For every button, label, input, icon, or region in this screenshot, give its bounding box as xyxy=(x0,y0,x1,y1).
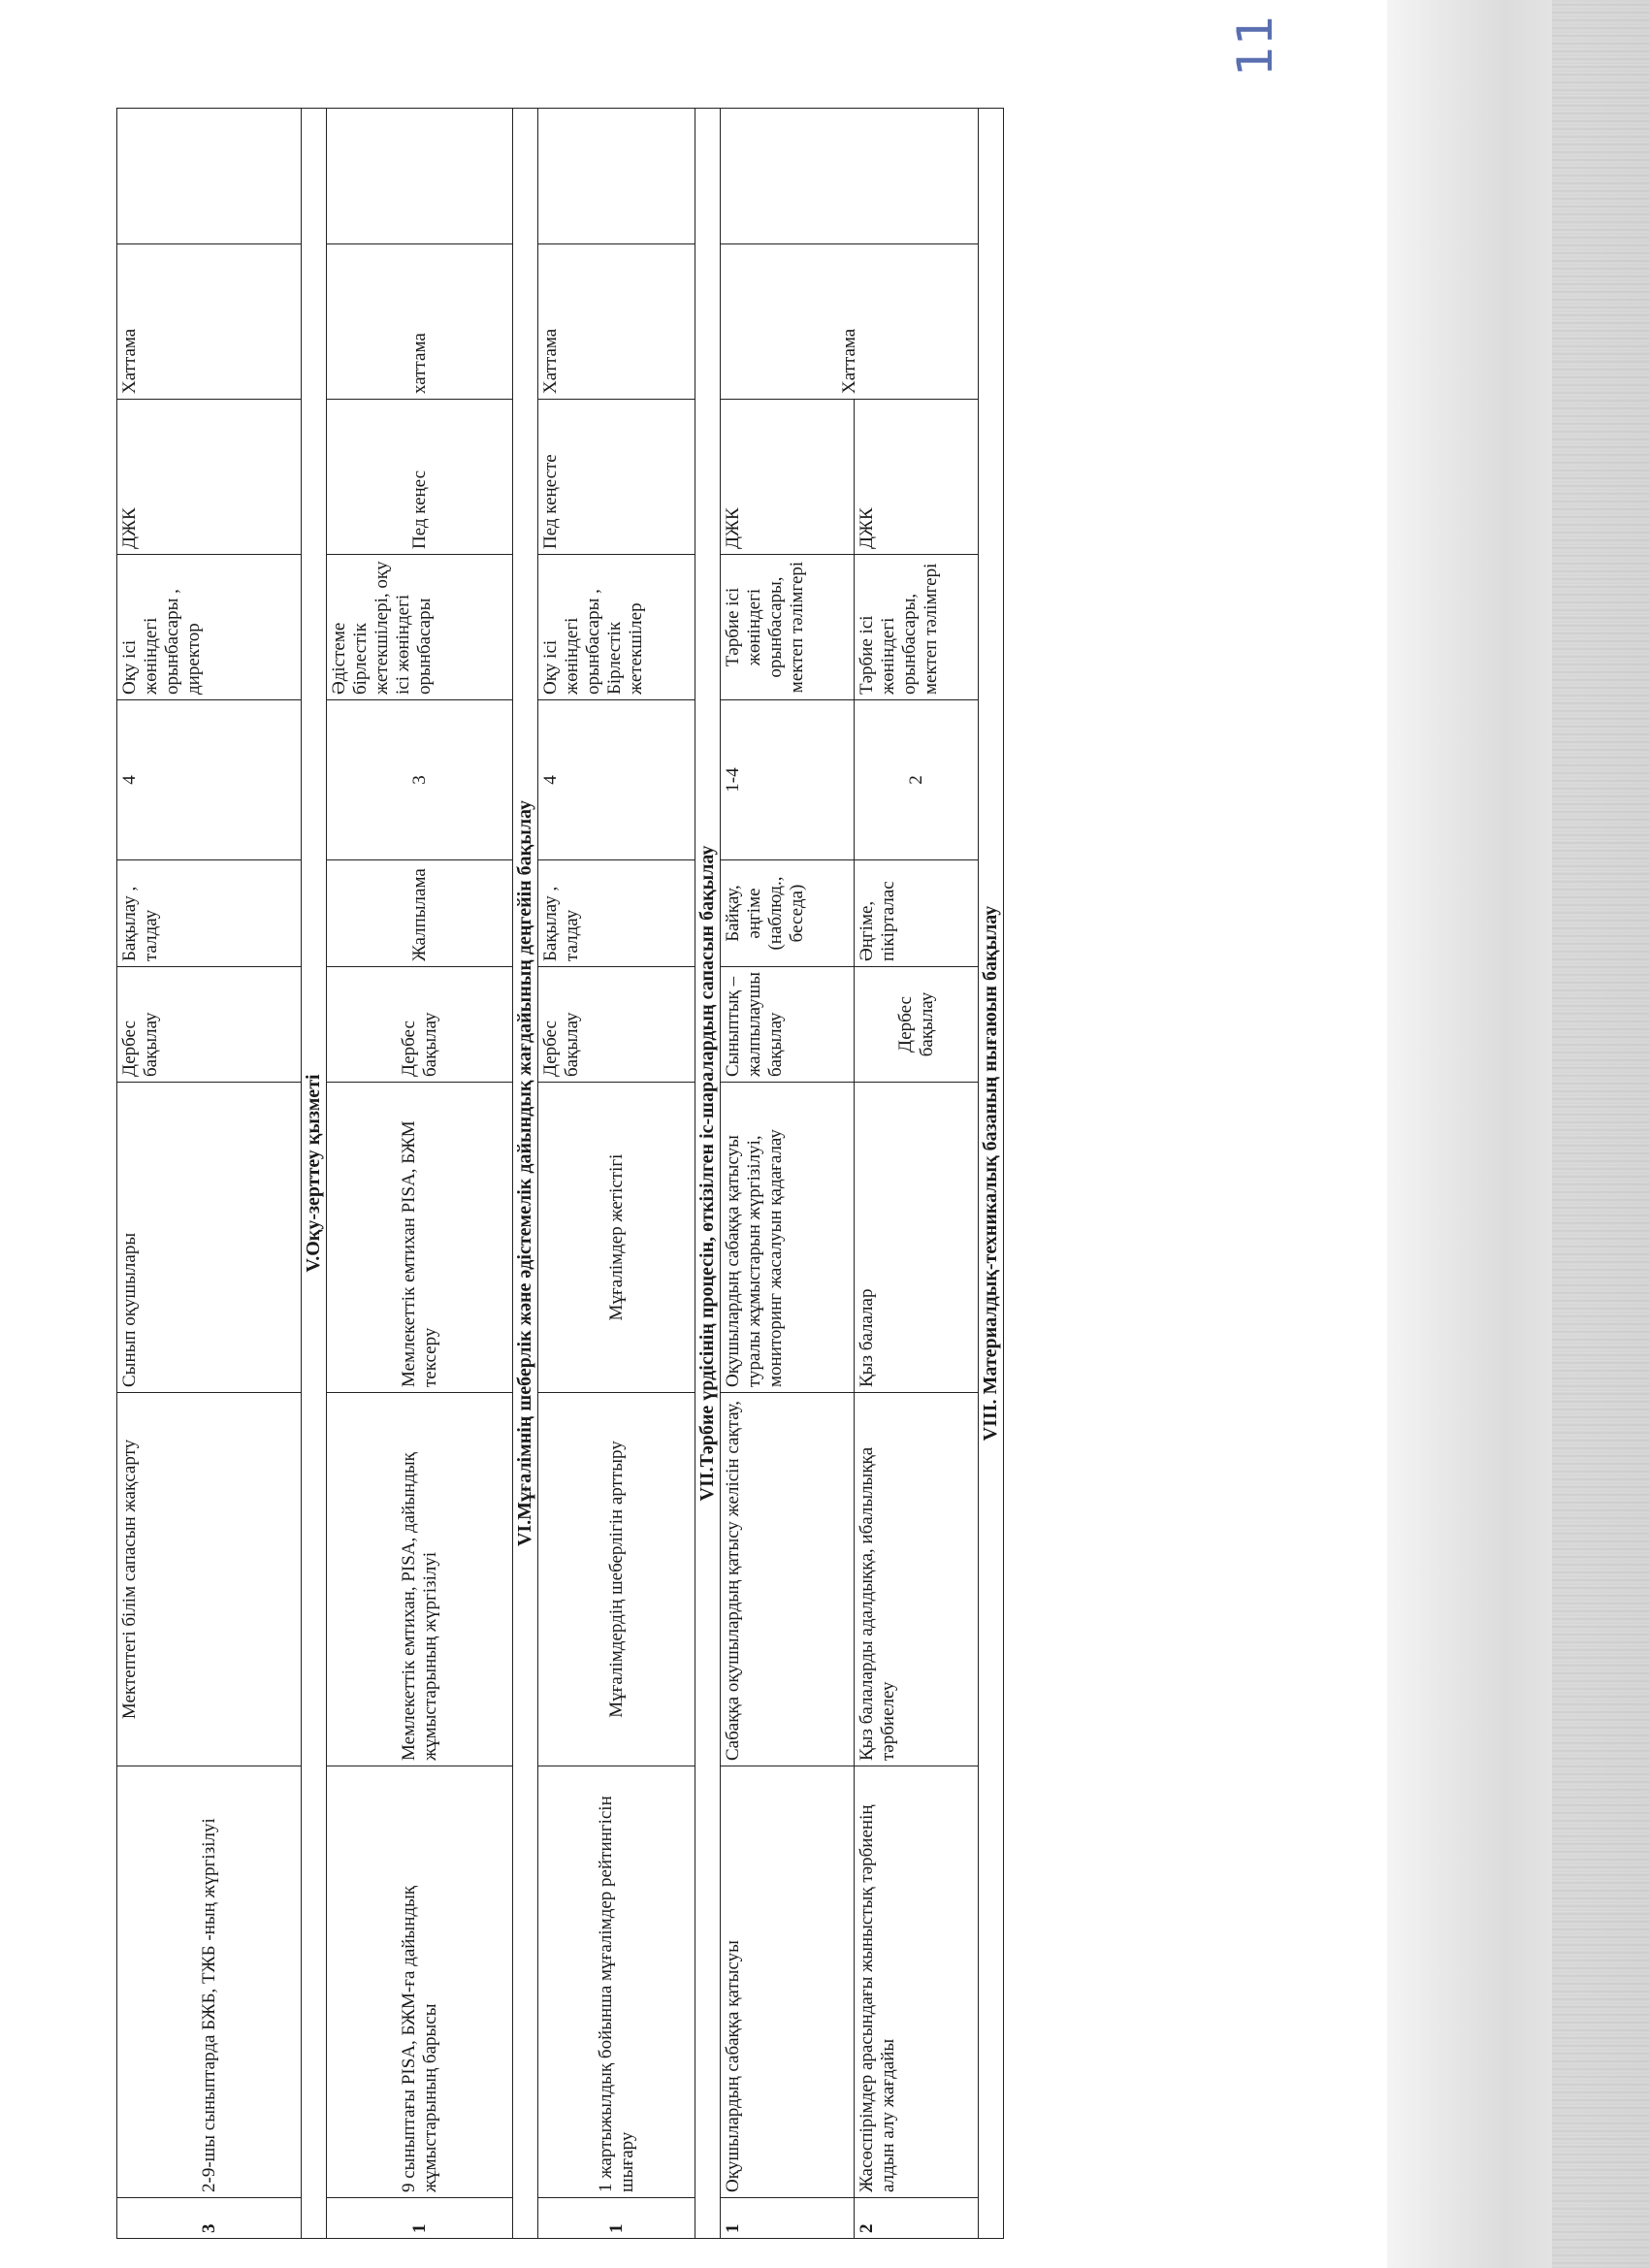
row-number: 1 xyxy=(327,2198,513,2239)
control-goal-cell: Мектептегі білім сапасын жақсарту xyxy=(117,1393,302,1766)
empty-cell xyxy=(538,109,695,244)
empty-cell xyxy=(117,109,302,244)
responsible-cell: Тәрбие ісі жөніндегі орынбасары, мектеп тәлімгері xyxy=(855,555,979,700)
control-type-cell: Дербес бақылау xyxy=(327,967,513,1083)
result-cell: Хаттама xyxy=(721,244,979,400)
control-type-cell: Дербес бақылау xyxy=(117,967,302,1083)
review-place-cell: ДЖК xyxy=(855,400,979,555)
section-title: V.Оқу-зерттеу қызметі xyxy=(302,109,327,2239)
control-method-cell: Әңгіме, пікірталас xyxy=(855,860,979,967)
table-row xyxy=(538,109,695,2239)
control-method-cell: Бақылау , талдау xyxy=(117,860,302,967)
control-goal-cell: Қыз балаларды адалдыққа, ибалылыққа тәрбиелеу xyxy=(855,1393,979,1766)
section-title: VI.Мұғалімнің шеберлік және әдістемелік дайындық жағдайының деңгейін бақылау xyxy=(513,109,538,2239)
control-subject-cell: Мемлекеттік емтихан PISA, БЖМ тексеру xyxy=(327,1083,513,1393)
review-place-cell: ДЖК xyxy=(721,400,855,555)
control-goal-cell: Мемлекеттік емтихан, PISA, дайындық жұмыстарының жүргізілуі xyxy=(327,1393,513,1766)
empty-cell xyxy=(327,109,513,244)
control-subject-cell: Қыз балалар xyxy=(855,1083,979,1393)
control-goal-cell: Мұғалімдердің шеберлігін арттыру xyxy=(538,1393,695,1766)
section-title: VIII. Материалдық-техникалық базаның нығаюын бақылау xyxy=(979,109,1004,2239)
control-type-cell: Сыныптық – жалпылаушы бақылау xyxy=(721,967,855,1083)
table-row xyxy=(721,109,855,2239)
control-object-cell: Жасөспірімдер арасындағы жыныстық тәрбиенің алдын алу жағдайы xyxy=(855,1766,979,2198)
table-row xyxy=(855,109,979,2239)
responsible-cell: Оқу ісі жөніндегі орынбасары , директор xyxy=(117,555,302,700)
control-object-cell: 2-9-шы сыныптарда БЖБ, ТЖБ -ның жүргізілуі xyxy=(117,1766,302,2198)
result-cell: Хаттама xyxy=(117,244,302,400)
section-row xyxy=(302,109,327,2239)
control-method-cell: Байқау, әңгіме (наблюд., беседа) xyxy=(721,860,855,967)
week-cell: 4 xyxy=(117,700,302,860)
control-type-cell: Дербес бақылау xyxy=(538,967,695,1083)
section-row xyxy=(695,109,721,2239)
responsible-cell: Әдістеме бірлестік жетекшілері, оқу ісі жөніндегі орынбасары xyxy=(327,555,513,700)
responsible-cell: Оқу ісі жөніндегі орынбасары , Бірлестік жетекшілер xyxy=(538,555,695,700)
table-row xyxy=(327,109,513,2239)
review-place-cell: Пед кеңесте xyxy=(538,400,695,555)
review-place-cell: Пед кеңес xyxy=(327,400,513,555)
control-method-cell: Жалпылама xyxy=(327,860,513,967)
week-cell: 4 xyxy=(538,700,695,860)
control-goal-cell: Сабаққа оқушылардың қатысу желісін сақтау, xyxy=(721,1393,855,1766)
section-row xyxy=(979,109,1004,2239)
control-plan-table xyxy=(116,108,1004,2239)
row-number: 1 xyxy=(721,2198,855,2239)
table-row xyxy=(117,109,302,2239)
week-cell: 1-4 xyxy=(721,700,855,860)
section-row xyxy=(513,109,538,2239)
section-title: VII.Тәрбие үрдісінің процесін, өткізілген іс-шаралардың сапасын бақылау xyxy=(695,109,721,2239)
result-cell: хаттама xyxy=(327,244,513,400)
result-cell: Хаттама xyxy=(538,244,695,400)
control-subject-cell: Сынып оқушылары xyxy=(117,1083,302,1393)
week-cell: 2 xyxy=(855,700,979,860)
week-cell: 3 xyxy=(327,700,513,860)
row-number: 1 xyxy=(538,2198,695,2239)
responsible-cell: Тәрбие ісі жөніндегі орынбасары, мектеп тәлімгері xyxy=(721,555,855,700)
control-type-cell: Дербес бақылау xyxy=(855,967,979,1083)
page-number-mark: 11 xyxy=(1226,15,1283,77)
empty-cell xyxy=(721,109,979,244)
control-object-cell: 9 сыныптағы PISA, БЖМ-ға дайындық жұмыстарының барысы xyxy=(327,1766,513,2198)
control-object-cell: 1 жартыжылдық бойынша мұғалімдер рейтингісін шығару xyxy=(538,1766,695,2198)
row-number: 2 xyxy=(855,2198,979,2239)
control-subject-cell: Мұғалімдер жетістігі xyxy=(538,1083,695,1393)
control-subject-cell: Оқушылардың сабаққа қатысуы туралы жұмыстарын жүргізілуі, мониторинг жасалуын қадағалау xyxy=(721,1083,855,1393)
control-object-cell: Оқушылардың сабаққа қатысуы xyxy=(721,1766,855,2198)
row-number: 3 xyxy=(117,2198,302,2239)
control-method-cell: Бақылау , талдау xyxy=(538,860,695,967)
review-place-cell: ДЖК xyxy=(117,400,302,555)
